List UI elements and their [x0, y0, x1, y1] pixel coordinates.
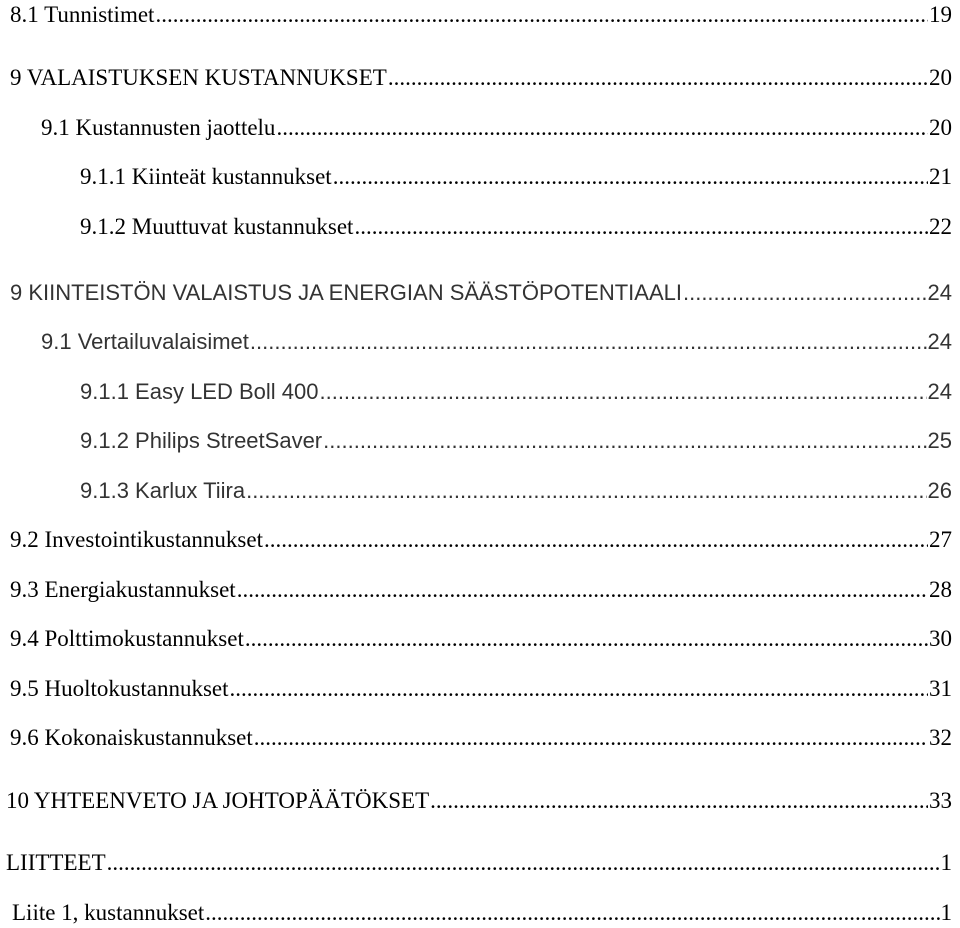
dot-leader	[319, 378, 926, 406]
dot-leader	[333, 163, 928, 191]
toc-entry-page: 21	[929, 164, 952, 189]
toc-entry-title: 9.6 Kokonaiskustannukset	[10, 725, 253, 750]
toc-entry[interactable]	[10, 625, 952, 653]
toc-entry[interactable]	[80, 163, 952, 191]
toc-entry[interactable]	[10, 675, 952, 703]
toc-entry-page: 20	[929, 115, 952, 140]
dot-leader	[205, 899, 939, 927]
toc-entry[interactable]	[10, 576, 952, 604]
toc-entry-page: 1	[940, 900, 952, 925]
toc-entry-title: 8.1 Tunnistimet	[10, 2, 155, 27]
toc-entry-title: 9.1 Kustannusten jaottelu	[41, 115, 276, 140]
dot-leader	[245, 625, 928, 653]
toc-entry-page: 24	[927, 280, 952, 305]
toc-entry[interactable]	[6, 787, 952, 815]
toc-entry[interactable]	[12, 899, 952, 927]
dot-leader	[246, 477, 926, 505]
dot-leader	[388, 64, 928, 92]
toc-entry-title: 9.2 Investointikustannukset	[10, 527, 263, 552]
toc-entry-page: 30	[929, 626, 952, 651]
toc-entry-page: 33	[929, 788, 952, 813]
toc-entry[interactable]	[41, 114, 952, 142]
toc-entry-title: 9.1.3 Karlux Tiira	[80, 478, 246, 503]
toc-entry-title: 9 VALAISTUKSEN KUSTANNUKSET	[10, 65, 387, 90]
toc-entry-page: 24	[927, 329, 952, 354]
toc-entry[interactable]	[10, 724, 952, 752]
toc-entry[interactable]	[80, 427, 952, 455]
dot-leader	[276, 114, 928, 142]
toc-entry[interactable]	[80, 477, 952, 505]
toc-entry-page: 27	[929, 527, 952, 552]
dot-leader	[323, 427, 926, 455]
toc-entry-title: 9.1.2 Philips StreetSaver	[80, 428, 323, 453]
toc-entry-title: 9 KIINTEISTÖN VALAISTUS JA ENERGIAN SÄÄSTÖPOTENTIAALI	[10, 280, 682, 305]
dot-leader	[237, 576, 928, 604]
toc-entry-page: 22	[929, 214, 952, 239]
toc-entry-page: 26	[927, 478, 952, 503]
dot-leader	[430, 787, 928, 815]
toc-entry-title: 9.4 Polttimokustannukset	[10, 626, 244, 651]
toc-entry-page: 31	[929, 676, 952, 701]
toc-entry-page: 32	[929, 725, 952, 750]
toc-entry[interactable]	[80, 213, 952, 241]
toc-entry-page: 24	[927, 379, 952, 404]
dot-leader	[107, 849, 940, 877]
toc-entry[interactable]	[10, 64, 952, 92]
toc-entry[interactable]	[10, 279, 952, 307]
toc-entry-title: 9.1.1 Easy LED Boll 400	[80, 379, 319, 404]
toc-entry-page: 19	[929, 2, 952, 27]
toc-entry-page: 1	[940, 850, 952, 875]
toc-entry-page: 25	[927, 428, 952, 453]
toc-entry-title: 9.3 Energiakustannukset	[10, 577, 236, 602]
toc-entry-title: LIITTEET	[6, 850, 106, 875]
dot-leader	[683, 279, 927, 307]
dot-leader	[250, 328, 927, 356]
toc-entry-title: 9.1 Vertailuvalaisimet	[41, 329, 249, 354]
dot-leader	[155, 1, 928, 29]
toc-entry[interactable]	[10, 526, 952, 554]
toc-entry[interactable]	[6, 849, 952, 877]
dot-leader	[354, 213, 928, 241]
dot-leader	[264, 526, 928, 554]
toc-entry-page: 20	[929, 65, 952, 90]
toc-entry-page: 28	[929, 577, 952, 602]
toc-entry[interactable]	[80, 378, 952, 406]
toc-entry-title: 9.1.2 Muuttuvat kustannukset	[80, 214, 354, 239]
toc-entry-title: 9.5 Huoltokustannukset	[10, 676, 229, 701]
toc-entry-title: 9.1.1 Kiinteät kustannukset	[80, 164, 332, 189]
dot-leader	[230, 675, 929, 703]
toc-entry[interactable]	[41, 328, 952, 356]
toc-entry-title: Liite 1, kustannukset	[12, 900, 205, 925]
toc-entry-title: 10 YHTEENVETO JA JOHTOPÄÄTÖKSET	[6, 788, 430, 813]
toc-entry[interactable]	[10, 1, 952, 29]
dot-leader	[254, 724, 928, 752]
